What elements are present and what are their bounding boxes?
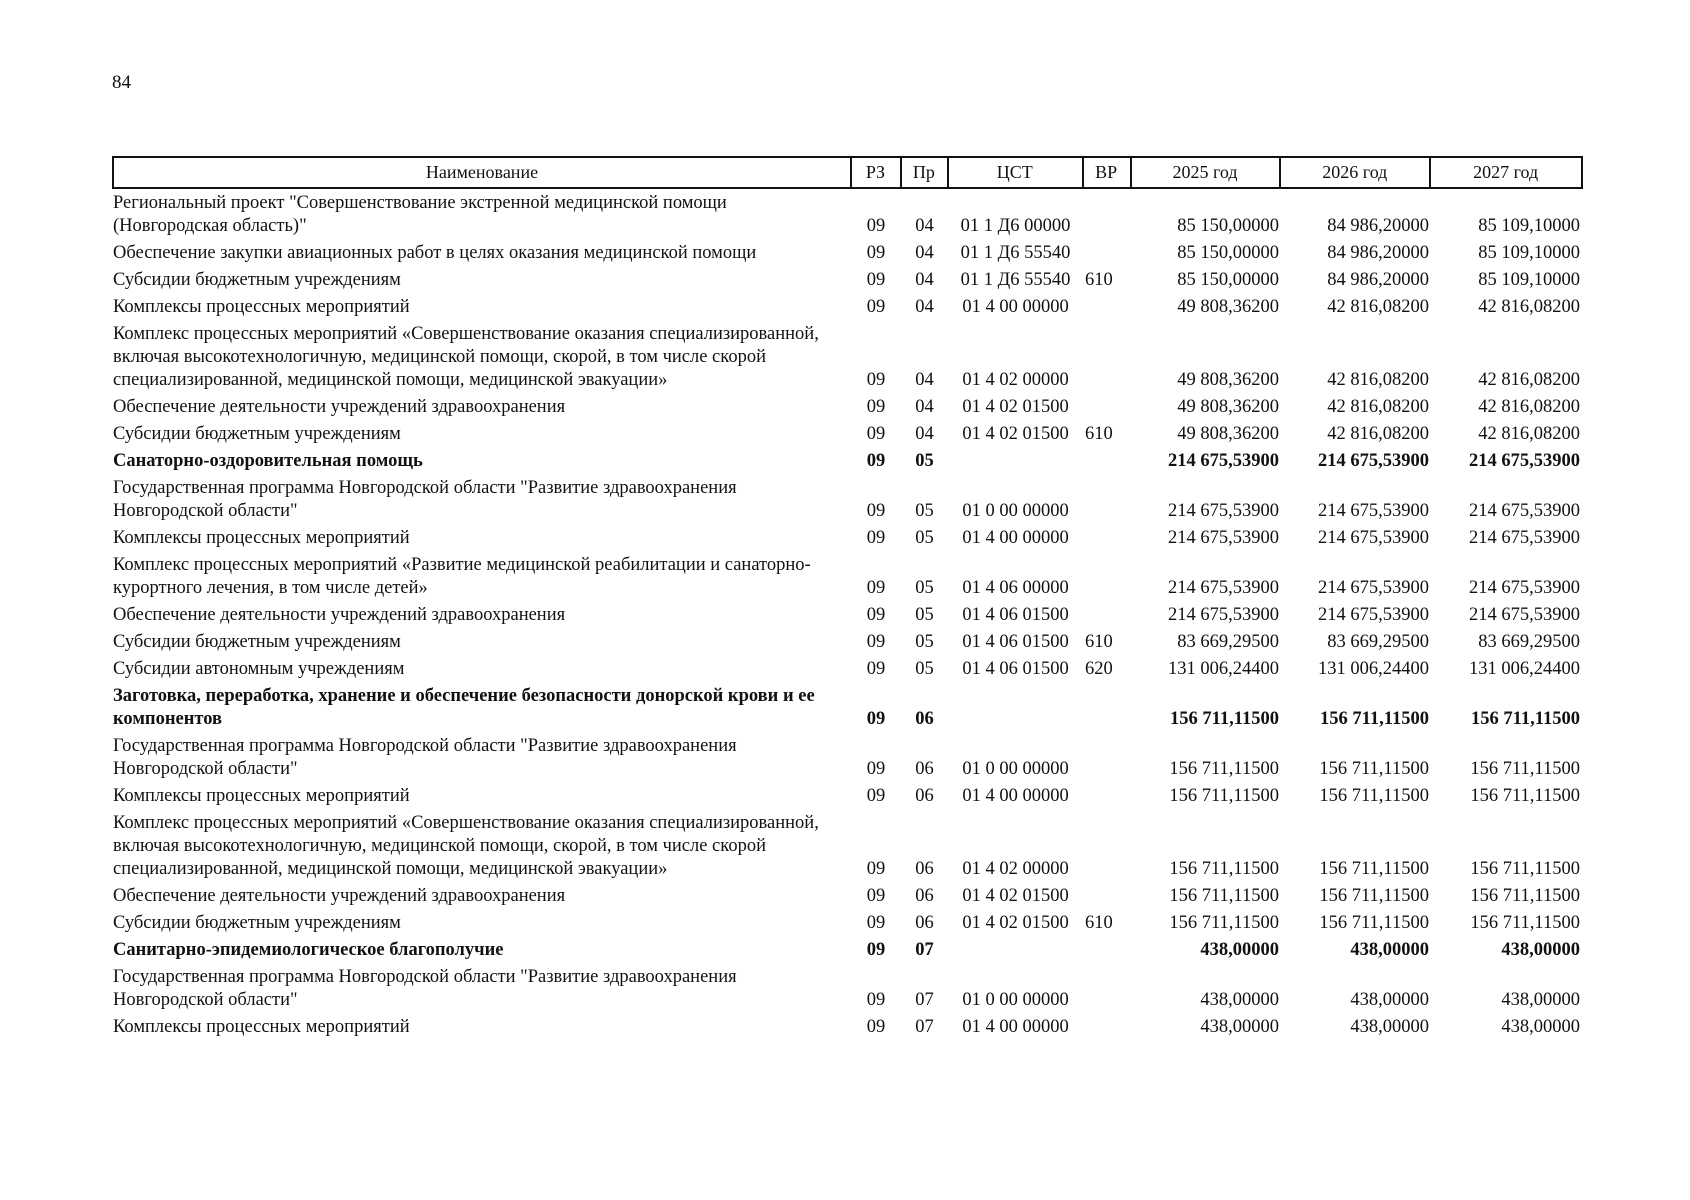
cell-2025: 156 711,11500 <box>1169 859 1279 879</box>
cell-2026: 214 675,53900 <box>1318 528 1429 548</box>
cell-2026: 84 986,20000 <box>1327 243 1429 263</box>
cell-pr: 07 <box>915 1017 934 1037</box>
cell-cst: 01 1 Д6 55540 <box>960 270 1071 290</box>
cell-2027: 156 711,11500 <box>1470 913 1580 933</box>
cell-2027: 156 711,11500 <box>1470 859 1580 879</box>
cell-name: Государственная программа Новгородской области "Развитие здравоохранения Новгородской области" <box>113 478 737 521</box>
table-row <box>113 523 1582 550</box>
cell-2026: 438,00000 <box>1350 1017 1429 1037</box>
header-cst: ЦСТ <box>948 158 1083 187</box>
cell-rz: 09 <box>866 216 886 236</box>
cell-2025: 438,00000 <box>1200 990 1279 1010</box>
cell-2026: 214 675,53900 <box>1318 501 1429 521</box>
cell-2025: 49 808,36200 <box>1177 297 1279 317</box>
cell-2027: 42 816,08200 <box>1478 397 1580 417</box>
cell-cst: 01 4 02 01500 <box>962 397 1069 417</box>
cell-rz: 09 <box>866 886 886 906</box>
cell-2025: 156 711,11500 <box>1169 913 1279 933</box>
table-row <box>113 419 1582 446</box>
cell-2027: 438,00000 <box>1501 940 1580 960</box>
cell-rz: 09 <box>866 528 886 548</box>
cell-2025: 85 150,00000 <box>1177 270 1279 290</box>
table-row <box>113 627 1582 654</box>
cell-name: Обеспечение деятельности учреждений здравоохранения <box>113 886 566 906</box>
cell-2027: 85 109,10000 <box>1478 243 1580 263</box>
cell-2025: 85 150,00000 <box>1177 216 1279 236</box>
cell-cst: 01 4 00 00000 <box>962 1017 1069 1037</box>
cell-rz: 09 <box>866 632 886 652</box>
cell-2025: 214 675,53900 <box>1168 605 1279 625</box>
cell-name: Комплекс процессных мероприятий «Совершенствование оказания специализированной, включая высокотехнологичную, медицинской помощи, скорой, в том числе скорой специализированной, медицинской помощи, медицинской эвакуации» <box>113 324 819 390</box>
header-2025: 2025 год <box>1131 158 1281 187</box>
cell-vr: 610 <box>1085 632 1113 652</box>
cell-rz: 09 <box>866 940 886 960</box>
cell-pr: 05 <box>915 578 934 598</box>
cell-2025: 131 006,24400 <box>1168 659 1279 679</box>
cell-2027: 214 675,53900 <box>1469 451 1580 471</box>
header-name: Наименование <box>114 158 851 187</box>
cell-pr: 05 <box>915 605 934 625</box>
cell-cst: 01 0 00 00000 <box>962 990 1069 1010</box>
cell-2027: 85 109,10000 <box>1478 270 1580 290</box>
table-body <box>113 188 1582 1039</box>
cell-pr: 07 <box>915 990 934 1010</box>
cell-name: Комплекс процессных мероприятий «Совершенствование оказания специализированной, включая высокотехнологичную, медицинской помощи, скорой, в том числе скорой специализированной, медицинской помощи, медицинской эвакуации» <box>113 813 819 879</box>
cell-2026: 156 711,11500 <box>1319 913 1429 933</box>
cell-2026: 131 006,24400 <box>1318 659 1429 679</box>
cell-name: Обеспечение деятельности учреждений здравоохранения <box>113 397 566 417</box>
header-2027: 2027 год <box>1473 162 1539 182</box>
cell-cst: 01 1 Д6 00000 <box>960 216 1071 236</box>
cell-pr: 06 <box>915 886 934 906</box>
cell-cst: 01 4 06 00000 <box>962 578 1069 598</box>
cell-2026: 156 711,11500 <box>1319 886 1429 906</box>
section-row <box>113 935 1582 962</box>
cell-name: Комплекс процессных мероприятий «Развитие медицинской реабилитации и санаторно-курортного лечения, в том числе детей» <box>113 555 811 598</box>
cell-2026: 214 675,53900 <box>1318 578 1429 598</box>
cell-2026: 438,00000 <box>1350 940 1429 960</box>
table-row <box>113 265 1582 292</box>
cell-2026: 84 986,20000 <box>1327 270 1429 290</box>
cell-pr: 05 <box>915 528 934 548</box>
cell-2027: 156 711,11500 <box>1470 886 1580 906</box>
cell-2026: 438,00000 <box>1350 990 1429 1010</box>
cell-2026: 156 711,11500 <box>1319 786 1429 806</box>
cell-2027: 42 816,08200 <box>1478 370 1580 390</box>
budget-table <box>113 157 1582 1039</box>
cell-cst: 01 4 06 01500 <box>962 659 1069 679</box>
cell-rz: 09 <box>866 990 886 1010</box>
page-number: 84 <box>112 72 131 93</box>
table-row <box>113 881 1582 908</box>
cell-2025: 214 675,53900 <box>1168 451 1279 471</box>
cell-rz: 09 <box>866 605 886 625</box>
cell-2025: 156 711,11500 <box>1169 886 1279 906</box>
cell-pr: 06 <box>915 859 934 879</box>
cell-2025: 85 150,00000 <box>1177 243 1279 263</box>
cell-rz: 09 <box>866 913 886 933</box>
cell-2027: 131 006,24400 <box>1469 659 1580 679</box>
table-row <box>113 188 1582 238</box>
cell-2025: 83 669,29500 <box>1177 632 1279 652</box>
cell-name: Региональный проект "Совершенствование экстренной медицинской помощи (Новгородская область)" <box>113 193 727 236</box>
cell-pr: 06 <box>915 913 934 933</box>
cell-2026: 84 986,20000 <box>1327 216 1429 236</box>
cell-name: Обеспечение закупки авиационных работ в целях оказания медицинской помощи <box>113 243 757 263</box>
table-row <box>113 731 1582 781</box>
cell-2026: 42 816,08200 <box>1327 424 1429 444</box>
cell-rz: 09 <box>866 859 886 879</box>
cell-rz: 09 <box>866 759 886 779</box>
cell-2027: 85 109,10000 <box>1478 216 1580 236</box>
cell-cst: 01 4 02 00000 <box>962 370 1069 390</box>
header-vr: ВР <box>1083 158 1131 187</box>
cell-2027: 214 675,53900 <box>1469 501 1580 521</box>
cell-2027: 42 816,08200 <box>1478 424 1580 444</box>
section-row <box>113 681 1582 731</box>
cell-2025: 214 675,53900 <box>1168 501 1279 521</box>
cell-cst: 01 4 02 01500 <box>962 886 1069 906</box>
table-row <box>113 392 1582 419</box>
cell-vr: 610 <box>1085 424 1113 444</box>
cell-rz: 09 <box>866 270 886 290</box>
cell-vr: 620 <box>1085 659 1113 679</box>
cell-2027: 156 711,11500 <box>1470 759 1580 779</box>
cell-2026: 42 816,08200 <box>1327 397 1429 417</box>
cell-name: Санаторно-оздоровительная помощь <box>113 451 423 471</box>
cell-cst: 01 4 00 00000 <box>962 528 1069 548</box>
cell-rz: 09 <box>866 370 886 390</box>
cell-pr: 04 <box>915 297 934 317</box>
cell-pr: 04 <box>915 216 934 236</box>
cell-pr: 05 <box>915 659 934 679</box>
table-row <box>113 473 1582 523</box>
section-row <box>113 446 1582 473</box>
cell-2025: 156 711,11500 <box>1170 709 1279 729</box>
cell-rz: 09 <box>866 397 886 417</box>
cell-rz: 09 <box>866 578 886 598</box>
cell-pr: 06 <box>915 786 934 806</box>
table-row <box>113 319 1582 392</box>
table-row <box>113 908 1582 935</box>
cell-2027: 438,00000 <box>1501 1017 1580 1037</box>
cell-cst: 01 4 02 01500 <box>962 424 1069 444</box>
cell-2027: 438,00000 <box>1501 990 1580 1010</box>
cell-2025: 49 808,36200 <box>1177 397 1279 417</box>
cell-name: Заготовка, переработка, хранение и обеспечение безопасности донорской крови и ее компонентов <box>113 686 815 729</box>
cell-2025: 214 675,53900 <box>1168 528 1279 548</box>
cell-pr: 05 <box>915 632 934 652</box>
cell-2027: 156 711,11500 <box>1471 709 1580 729</box>
cell-cst: 01 0 00 00000 <box>962 501 1069 521</box>
cell-2027: 83 669,29500 <box>1478 632 1580 652</box>
cell-name: Субсидии автономным учреждениям <box>113 659 405 679</box>
cell-rz: 09 <box>866 297 886 317</box>
cell-name: Санитарно-эпидемиологическое благополучие <box>113 940 504 960</box>
cell-2026: 42 816,08200 <box>1327 297 1429 317</box>
cell-vr: 610 <box>1085 913 1113 933</box>
cell-2026: 156 711,11500 <box>1319 859 1429 879</box>
cell-2026: 83 669,29500 <box>1327 632 1429 652</box>
cell-name: Государственная программа Новгородской области "Развитие здравоохранения Новгородской области" <box>113 736 737 779</box>
cell-2025: 438,00000 <box>1200 940 1279 960</box>
cell-cst: 01 4 06 01500 <box>962 605 1069 625</box>
cell-cst: 01 4 06 01500 <box>962 632 1069 652</box>
cell-name: Обеспечение деятельности учреждений здравоохранения <box>113 605 566 625</box>
cell-rz: 09 <box>866 243 886 263</box>
cell-rz: 09 <box>866 659 886 679</box>
cell-pr: 06 <box>915 709 934 729</box>
cell-pr: 05 <box>915 501 934 521</box>
cell-cst: 01 1 Д6 55540 <box>960 243 1071 263</box>
cell-2025: 156 711,11500 <box>1169 759 1279 779</box>
cell-pr: 04 <box>915 270 934 290</box>
cell-2026: 42 816,08200 <box>1327 370 1429 390</box>
table-header <box>113 157 1582 188</box>
table-row <box>113 1012 1582 1039</box>
cell-2026: 214 675,53900 <box>1318 451 1429 471</box>
table-row <box>113 781 1582 808</box>
cell-name: Субсидии бюджетным учреждениям <box>113 270 401 290</box>
cell-rz: 09 <box>866 709 886 729</box>
cell-cst: 01 4 00 00000 <box>962 297 1069 317</box>
cell-cst: 01 4 02 01500 <box>962 913 1069 933</box>
cell-2027: 214 675,53900 <box>1469 605 1580 625</box>
cell-2027: 214 675,53900 <box>1469 528 1580 548</box>
table-row <box>113 808 1582 881</box>
cell-pr: 05 <box>915 451 934 471</box>
cell-pr: 06 <box>915 759 934 779</box>
table-row <box>113 292 1582 319</box>
table-row <box>113 962 1582 1012</box>
cell-pr: 04 <box>915 397 934 417</box>
cell-cst: 01 0 00 00000 <box>962 759 1069 779</box>
cell-rz: 09 <box>866 424 886 444</box>
cell-name: Комплексы процессных мероприятий <box>113 297 410 317</box>
cell-name: Субсидии бюджетным учреждениям <box>113 632 401 652</box>
cell-cst: 01 4 00 00000 <box>962 786 1069 806</box>
cell-2025: 49 808,36200 <box>1177 370 1279 390</box>
table-row <box>113 238 1582 265</box>
header-pr: Пр <box>901 158 948 187</box>
cell-2026: 156 711,11500 <box>1319 759 1429 779</box>
header-2026: 2026 год <box>1280 158 1430 187</box>
cell-rz: 09 <box>866 451 886 471</box>
cell-2025: 438,00000 <box>1200 1017 1279 1037</box>
cell-2026: 156 711,11500 <box>1320 709 1429 729</box>
cell-2027: 42 816,08200 <box>1478 297 1580 317</box>
cell-name: Комплексы процессных мероприятий <box>113 1017 410 1037</box>
cell-2025: 49 808,36200 <box>1177 424 1279 444</box>
cell-name: Субсидии бюджетным учреждениям <box>113 913 401 933</box>
cell-name: Комплексы процессных мероприятий <box>113 528 410 548</box>
cell-2025: 156 711,11500 <box>1169 786 1279 806</box>
cell-2027: 156 711,11500 <box>1470 786 1580 806</box>
header-rz: РЗ <box>851 158 901 187</box>
cell-rz: 09 <box>866 501 886 521</box>
cell-pr: 07 <box>915 940 934 960</box>
cell-2025: 214 675,53900 <box>1168 578 1279 598</box>
cell-2026: 214 675,53900 <box>1318 605 1429 625</box>
cell-name: Комплексы процессных мероприятий <box>113 786 410 806</box>
cell-2027: 214 675,53900 <box>1469 578 1580 598</box>
table-row <box>113 600 1582 627</box>
cell-rz: 09 <box>866 786 886 806</box>
table-row <box>113 654 1582 681</box>
cell-vr: 610 <box>1085 270 1113 290</box>
cell-name: Государственная программа Новгородской области "Развитие здравоохранения Новгородской области" <box>113 967 737 1010</box>
cell-name: Субсидии бюджетным учреждениям <box>113 424 401 444</box>
cell-pr: 04 <box>915 243 934 263</box>
table-row <box>113 550 1582 600</box>
cell-rz: 09 <box>866 1017 886 1037</box>
cell-pr: 04 <box>915 424 934 444</box>
cell-cst: 01 4 02 00000 <box>962 859 1069 879</box>
cell-pr: 04 <box>915 370 934 390</box>
